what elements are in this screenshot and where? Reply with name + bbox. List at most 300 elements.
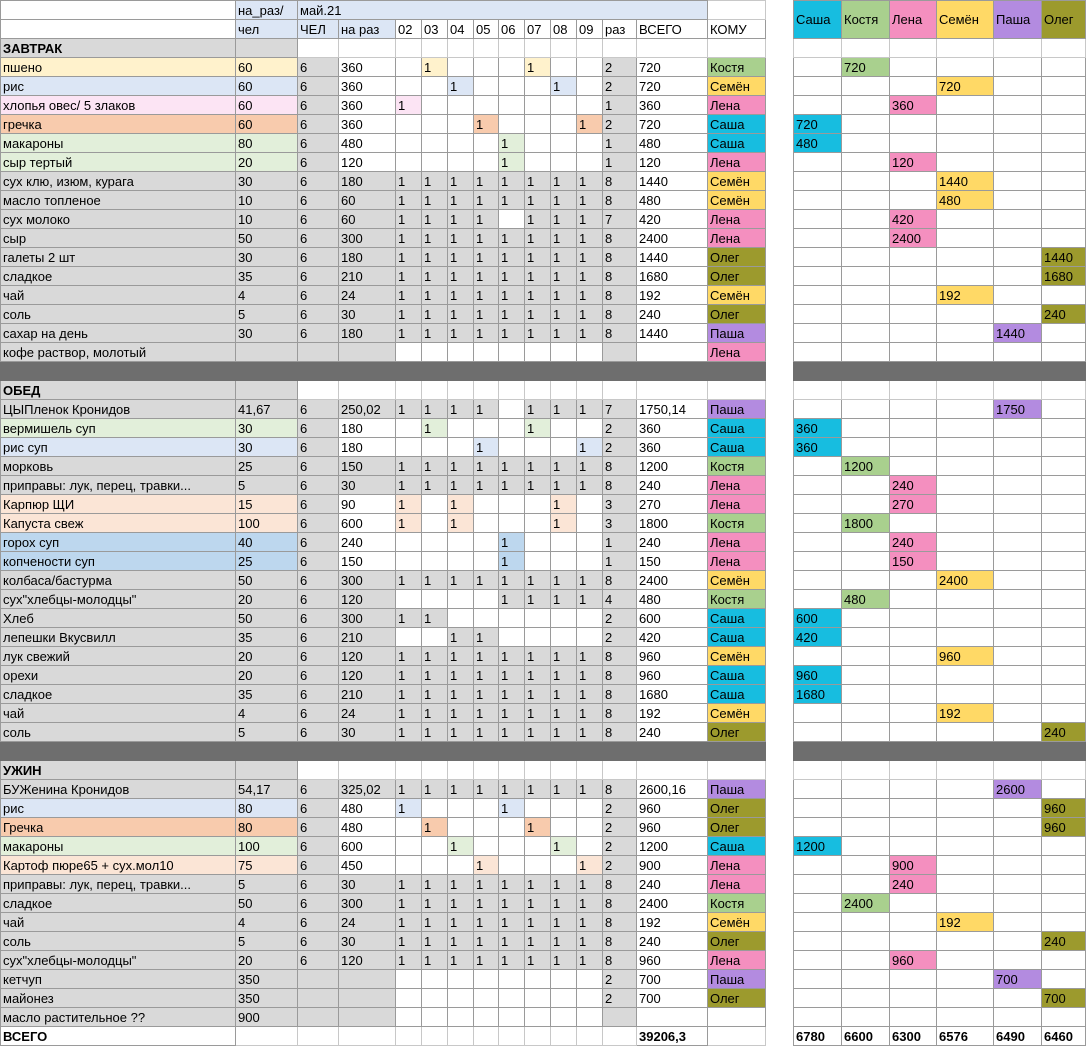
day-cell[interactable] xyxy=(577,818,603,837)
na-raz-cell[interactable]: 120 xyxy=(339,647,396,666)
alloc-pasha[interactable] xyxy=(994,590,1042,609)
day-cell[interactable]: 1 xyxy=(577,457,603,476)
day-cell[interactable]: 1 xyxy=(577,438,603,457)
alloc-semyon[interactable] xyxy=(937,305,994,324)
alloc-pasha[interactable] xyxy=(994,628,1042,647)
day-cell[interactable]: 1 xyxy=(499,476,525,495)
alloc-pasha[interactable] xyxy=(994,609,1042,628)
na-raz-cell[interactable]: 180 xyxy=(339,419,396,438)
cell[interactable] xyxy=(422,39,448,58)
alloc-lena[interactable] xyxy=(890,77,937,96)
alloc-pasha[interactable] xyxy=(994,115,1042,134)
per-person-cell[interactable]: 75 xyxy=(236,856,298,875)
day-cell[interactable]: 1 xyxy=(577,913,603,932)
komu-cell[interactable]: Саша xyxy=(708,134,766,153)
alloc-pasha[interactable] xyxy=(994,1008,1042,1027)
alloc-kostya[interactable] xyxy=(842,343,890,362)
chel-cell[interactable]: 6 xyxy=(298,913,339,932)
item-name[interactable]: Гречка xyxy=(1,818,236,837)
komu-cell[interactable]: Олег xyxy=(708,932,766,951)
header-day[interactable]: 07 xyxy=(525,20,551,39)
total-cell[interactable]: 120 xyxy=(637,153,708,172)
per-person-cell[interactable]: 35 xyxy=(236,685,298,704)
alloc-semyon[interactable]: 960 xyxy=(937,647,994,666)
alloc-semyon[interactable] xyxy=(937,590,994,609)
day-cell[interactable]: 1 xyxy=(422,780,448,799)
alloc-semyon[interactable] xyxy=(937,951,994,970)
alloc-lena[interactable] xyxy=(890,989,937,1008)
day-cell[interactable]: 1 xyxy=(525,647,551,666)
day-cell[interactable]: 1 xyxy=(448,172,474,191)
section-title[interactable]: УЖИН xyxy=(1,761,236,780)
header-cell-komu-top[interactable] xyxy=(708,1,766,20)
alloc-oleg[interactable] xyxy=(1042,229,1086,248)
cell[interactable] xyxy=(474,381,499,400)
alloc-kostya[interactable] xyxy=(842,324,890,343)
alloc-lena[interactable] xyxy=(890,115,937,134)
alloc-pasha[interactable] xyxy=(994,799,1042,818)
item-name[interactable]: приправы: лук, перец, травки... xyxy=(1,476,236,495)
alloc-pasha[interactable] xyxy=(994,210,1042,229)
alloc-oleg[interactable] xyxy=(1042,875,1086,894)
day-cell[interactable] xyxy=(525,343,551,362)
alloc-lena[interactable] xyxy=(890,191,937,210)
day-cell[interactable]: 1 xyxy=(474,628,499,647)
chel-cell[interactable] xyxy=(298,1008,339,1027)
chel-cell[interactable]: 6 xyxy=(298,495,339,514)
day-cell[interactable] xyxy=(474,837,499,856)
header-day[interactable]: 03 xyxy=(422,20,448,39)
komu-cell[interactable]: Олег xyxy=(708,305,766,324)
day-cell[interactable] xyxy=(577,533,603,552)
header-day[interactable]: 06 xyxy=(499,20,525,39)
day-cell[interactable] xyxy=(474,153,499,172)
alloc-kostya[interactable] xyxy=(842,77,890,96)
alloc-kostya[interactable] xyxy=(842,704,890,723)
alloc-oleg[interactable] xyxy=(1042,856,1086,875)
alloc-lena[interactable] xyxy=(890,837,937,856)
alloc-semyon[interactable] xyxy=(937,153,994,172)
cell[interactable] xyxy=(422,761,448,780)
per-person-cell[interactable]: 80 xyxy=(236,799,298,818)
alloc-sasha[interactable] xyxy=(794,856,842,875)
alloc-semyon[interactable] xyxy=(937,514,994,533)
alloc-semyon[interactable] xyxy=(937,818,994,837)
chel-cell[interactable]: 6 xyxy=(298,58,339,77)
raz-cell[interactable]: 2 xyxy=(603,970,637,989)
cell[interactable] xyxy=(339,39,396,58)
alloc-sasha[interactable] xyxy=(794,343,842,362)
day-cell[interactable] xyxy=(577,552,603,571)
alloc-sasha[interactable] xyxy=(794,552,842,571)
cell[interactable] xyxy=(396,381,422,400)
header-na-raz[interactable]: на раз xyxy=(339,20,396,39)
per-person-cell[interactable]: 50 xyxy=(236,894,298,913)
day-cell[interactable]: 1 xyxy=(448,723,474,742)
raz-cell[interactable]: 2 xyxy=(603,419,637,438)
day-cell[interactable] xyxy=(422,837,448,856)
alloc-pasha[interactable]: 2600 xyxy=(994,780,1042,799)
day-cell[interactable] xyxy=(422,970,448,989)
day-cell[interactable] xyxy=(396,590,422,609)
per-person-cell[interactable]: 80 xyxy=(236,134,298,153)
chel-cell[interactable]: 6 xyxy=(298,932,339,951)
alloc-pasha[interactable] xyxy=(994,951,1042,970)
per-person-cell[interactable]: 50 xyxy=(236,609,298,628)
alloc-kostya[interactable] xyxy=(842,400,890,419)
alloc-sasha[interactable]: 720 xyxy=(794,115,842,134)
cell[interactable] xyxy=(474,761,499,780)
total-cell[interactable]: 1680 xyxy=(637,685,708,704)
alloc-sasha[interactable] xyxy=(794,875,842,894)
day-cell[interactable]: 1 xyxy=(448,875,474,894)
komu-cell[interactable]: Саша xyxy=(708,666,766,685)
total-cell[interactable] xyxy=(637,343,708,362)
alloc-semyon[interactable] xyxy=(937,932,994,951)
day-cell[interactable]: 1 xyxy=(577,571,603,590)
total-cell[interactable]: 240 xyxy=(637,476,708,495)
alloc-oleg[interactable] xyxy=(1042,476,1086,495)
day-cell[interactable] xyxy=(448,1008,474,1027)
alloc-kostya[interactable] xyxy=(842,837,890,856)
day-cell[interactable] xyxy=(422,77,448,96)
day-cell[interactable]: 1 xyxy=(551,305,577,324)
alloc-cell[interactable] xyxy=(890,381,937,400)
komu-cell[interactable]: Олег xyxy=(708,799,766,818)
na-raz-cell[interactable]: 24 xyxy=(339,913,396,932)
komu-cell[interactable]: Саша xyxy=(708,609,766,628)
na-raz-cell[interactable]: 360 xyxy=(339,96,396,115)
alloc-kostya[interactable] xyxy=(842,647,890,666)
raz-cell[interactable]: 2 xyxy=(603,989,637,1008)
day-cell[interactable]: 1 xyxy=(577,210,603,229)
day-cell[interactable]: 1 xyxy=(525,571,551,590)
day-cell[interactable]: 1 xyxy=(448,476,474,495)
alloc-semyon[interactable] xyxy=(937,267,994,286)
alloc-kostya[interactable] xyxy=(842,286,890,305)
alloc-oleg[interactable] xyxy=(1042,704,1086,723)
per-person-cell[interactable]: 5 xyxy=(236,723,298,742)
day-cell[interactable]: 1 xyxy=(499,191,525,210)
na-raz-cell[interactable]: 24 xyxy=(339,286,396,305)
alloc-oleg[interactable] xyxy=(1042,571,1086,590)
alloc-sasha[interactable] xyxy=(794,77,842,96)
chel-cell[interactable]: 6 xyxy=(298,267,339,286)
day-cell[interactable]: 1 xyxy=(474,856,499,875)
chel-cell[interactable]: 6 xyxy=(298,324,339,343)
day-cell[interactable] xyxy=(396,552,422,571)
item-name[interactable]: гречка xyxy=(1,115,236,134)
cell[interactable] xyxy=(551,1027,577,1046)
komu-cell[interactable]: Олег xyxy=(708,723,766,742)
day-cell[interactable]: 1 xyxy=(525,58,551,77)
day-cell[interactable]: 1 xyxy=(499,723,525,742)
day-cell[interactable]: 1 xyxy=(525,400,551,419)
day-cell[interactable] xyxy=(551,153,577,172)
day-cell[interactable]: 1 xyxy=(499,153,525,172)
day-cell[interactable] xyxy=(396,970,422,989)
alloc-lena[interactable] xyxy=(890,438,937,457)
item-name[interactable]: соль xyxy=(1,305,236,324)
day-cell[interactable]: 1 xyxy=(499,248,525,267)
alloc-cell[interactable] xyxy=(994,39,1042,58)
day-cell[interactable] xyxy=(448,419,474,438)
day-cell[interactable]: 1 xyxy=(577,932,603,951)
alloc-lena[interactable] xyxy=(890,723,937,742)
raz-cell[interactable]: 8 xyxy=(603,457,637,476)
day-cell[interactable]: 1 xyxy=(499,894,525,913)
alloc-pasha[interactable] xyxy=(994,913,1042,932)
cell[interactable] xyxy=(525,1027,551,1046)
day-cell[interactable] xyxy=(396,856,422,875)
alloc-lena[interactable] xyxy=(890,894,937,913)
day-cell[interactable]: 1 xyxy=(448,229,474,248)
alloc-sasha[interactable] xyxy=(794,932,842,951)
cell[interactable] xyxy=(603,761,637,780)
alloc-lena[interactable] xyxy=(890,609,937,628)
day-cell[interactable]: 1 xyxy=(474,210,499,229)
day-cell[interactable]: 1 xyxy=(499,305,525,324)
day-cell[interactable]: 1 xyxy=(525,229,551,248)
alloc-semyon[interactable] xyxy=(937,609,994,628)
alloc-lena[interactable] xyxy=(890,248,937,267)
day-cell[interactable] xyxy=(474,58,499,77)
per-person-cell[interactable]: 20 xyxy=(236,153,298,172)
alloc-oleg[interactable]: 240 xyxy=(1042,305,1086,324)
per-person-cell[interactable]: 4 xyxy=(236,913,298,932)
total-cell[interactable]: 700 xyxy=(637,970,708,989)
alloc-lena[interactable] xyxy=(890,666,937,685)
alloc-cell[interactable] xyxy=(794,761,842,780)
day-cell[interactable]: 1 xyxy=(448,647,474,666)
komu-cell[interactable] xyxy=(708,1008,766,1027)
day-cell[interactable]: 1 xyxy=(422,704,448,723)
komu-cell[interactable]: Лена xyxy=(708,533,766,552)
item-name[interactable]: морковь xyxy=(1,457,236,476)
day-cell[interactable]: 1 xyxy=(577,324,603,343)
total-cell[interactable]: 720 xyxy=(637,58,708,77)
day-cell[interactable]: 1 xyxy=(499,457,525,476)
day-cell[interactable]: 1 xyxy=(551,457,577,476)
chel-cell[interactable]: 6 xyxy=(298,305,339,324)
alloc-lena[interactable] xyxy=(890,913,937,932)
alloc-kostya[interactable] xyxy=(842,305,890,324)
day-cell[interactable] xyxy=(474,495,499,514)
day-cell[interactable]: 1 xyxy=(448,571,474,590)
item-name[interactable]: кофе раствор, молотый xyxy=(1,343,236,362)
alloc-kostya[interactable] xyxy=(842,552,890,571)
day-cell[interactable] xyxy=(499,58,525,77)
raz-cell[interactable]: 8 xyxy=(603,172,637,191)
alloc-kostya[interactable] xyxy=(842,533,890,552)
na-raz-cell[interactable]: 360 xyxy=(339,115,396,134)
day-cell[interactable]: 1 xyxy=(525,324,551,343)
day-cell[interactable]: 1 xyxy=(474,894,499,913)
total-cell[interactable]: 240 xyxy=(637,932,708,951)
day-cell[interactable] xyxy=(422,343,448,362)
na-raz-cell[interactable]: 60 xyxy=(339,191,396,210)
na-raz-cell[interactable]: 120 xyxy=(339,590,396,609)
alloc-lena[interactable]: 270 xyxy=(890,495,937,514)
per-person-cell[interactable]: 41,67 xyxy=(236,400,298,419)
chel-cell[interactable]: 6 xyxy=(298,533,339,552)
day-cell[interactable]: 1 xyxy=(551,704,577,723)
header-cell-a1[interactable] xyxy=(1,1,236,20)
alloc-oleg[interactable] xyxy=(1042,1008,1086,1027)
day-cell[interactable]: 1 xyxy=(396,913,422,932)
raz-cell[interactable]: 8 xyxy=(603,723,637,742)
na-raz-cell[interactable]: 480 xyxy=(339,799,396,818)
day-cell[interactable] xyxy=(525,153,551,172)
day-cell[interactable] xyxy=(474,970,499,989)
day-cell[interactable]: 1 xyxy=(499,875,525,894)
alloc-pasha[interactable] xyxy=(994,685,1042,704)
header-komu[interactable]: КОМУ xyxy=(708,20,766,39)
day-cell[interactable] xyxy=(525,533,551,552)
na-raz-cell[interactable]: 210 xyxy=(339,628,396,647)
day-cell[interactable] xyxy=(499,77,525,96)
komu-cell[interactable]: Саша xyxy=(708,685,766,704)
day-cell[interactable] xyxy=(525,77,551,96)
day-cell[interactable]: 1 xyxy=(474,666,499,685)
per-person-cell[interactable]: 50 xyxy=(236,229,298,248)
alloc-lena[interactable] xyxy=(890,780,937,799)
alloc-kostya[interactable]: 2400 xyxy=(842,894,890,913)
na-raz-cell[interactable]: 90 xyxy=(339,495,396,514)
komu-cell[interactable]: Лена xyxy=(708,875,766,894)
alloc-kostya[interactable]: 1800 xyxy=(842,514,890,533)
alloc-lena[interactable] xyxy=(890,58,937,77)
komu-cell[interactable]: Лена xyxy=(708,476,766,495)
alloc-semyon[interactable] xyxy=(937,58,994,77)
alloc-oleg[interactable]: 960 xyxy=(1042,818,1086,837)
day-cell[interactable] xyxy=(525,856,551,875)
day-cell[interactable]: 1 xyxy=(551,248,577,267)
item-name[interactable]: рис xyxy=(1,77,236,96)
day-cell[interactable] xyxy=(577,609,603,628)
day-cell[interactable]: 1 xyxy=(396,894,422,913)
cell[interactable] xyxy=(551,761,577,780)
day-cell[interactable] xyxy=(525,799,551,818)
day-cell[interactable] xyxy=(551,628,577,647)
item-name[interactable]: рис суп xyxy=(1,438,236,457)
day-cell[interactable]: 1 xyxy=(474,438,499,457)
alloc-sasha[interactable] xyxy=(794,495,842,514)
total-cell[interactable]: 360 xyxy=(637,419,708,438)
per-person-cell[interactable]: 35 xyxy=(236,267,298,286)
alloc-kostya[interactable] xyxy=(842,172,890,191)
alloc-pasha[interactable] xyxy=(994,286,1042,305)
day-cell[interactable]: 1 xyxy=(474,571,499,590)
alloc-pasha[interactable] xyxy=(994,153,1042,172)
day-cell[interactable] xyxy=(551,989,577,1008)
raz-cell[interactable]: 8 xyxy=(603,267,637,286)
alloc-lena[interactable]: 150 xyxy=(890,552,937,571)
alloc-lena[interactable] xyxy=(890,400,937,419)
alloc-pasha[interactable] xyxy=(994,343,1042,362)
total-cell[interactable]: 360 xyxy=(637,96,708,115)
day-cell[interactable]: 1 xyxy=(422,400,448,419)
na-raz-cell[interactable] xyxy=(339,970,396,989)
per-person-cell[interactable]: 20 xyxy=(236,590,298,609)
day-cell[interactable] xyxy=(474,609,499,628)
total-cell[interactable]: 2600,16 xyxy=(637,780,708,799)
chel-cell[interactable]: 6 xyxy=(298,837,339,856)
day-cell[interactable]: 1 xyxy=(499,799,525,818)
alloc-lena[interactable] xyxy=(890,647,937,666)
item-name[interactable]: соль xyxy=(1,932,236,951)
item-name[interactable]: сладкое xyxy=(1,685,236,704)
alloc-sasha[interactable] xyxy=(794,172,842,191)
alloc-kostya[interactable] xyxy=(842,875,890,894)
chel-cell[interactable]: 6 xyxy=(298,96,339,115)
komu-cell[interactable]: Семён xyxy=(708,191,766,210)
day-cell[interactable]: 1 xyxy=(448,210,474,229)
chel-cell[interactable]: 6 xyxy=(298,780,339,799)
day-cell[interactable]: 1 xyxy=(396,191,422,210)
na-raz-cell[interactable]: 450 xyxy=(339,856,396,875)
komu-cell[interactable]: Олег xyxy=(708,248,766,267)
alloc-lena[interactable]: 420 xyxy=(890,210,937,229)
cell[interactable] xyxy=(396,761,422,780)
raz-cell[interactable]: 2 xyxy=(603,628,637,647)
header-day[interactable]: 08 xyxy=(551,20,577,39)
alloc-sasha[interactable] xyxy=(794,1008,842,1027)
day-cell[interactable]: 1 xyxy=(551,286,577,305)
per-person-cell[interactable]: 350 xyxy=(236,989,298,1008)
alloc-pasha[interactable] xyxy=(994,875,1042,894)
alloc-sasha[interactable] xyxy=(794,267,842,286)
alloc-lena[interactable] xyxy=(890,1008,937,1027)
raz-cell[interactable]: 8 xyxy=(603,324,637,343)
day-cell[interactable]: 1 xyxy=(525,818,551,837)
alloc-semyon[interactable] xyxy=(937,115,994,134)
day-cell[interactable]: 1 xyxy=(551,932,577,951)
day-cell[interactable]: 1 xyxy=(474,229,499,248)
day-cell[interactable]: 1 xyxy=(396,400,422,419)
alloc-sasha[interactable] xyxy=(794,286,842,305)
raz-cell[interactable]: 1 xyxy=(603,153,637,172)
raz-cell[interactable]: 2 xyxy=(603,77,637,96)
cell[interactable] xyxy=(298,381,339,400)
day-cell[interactable]: 1 xyxy=(396,647,422,666)
alloc-sasha[interactable] xyxy=(794,476,842,495)
chel-cell[interactable]: 6 xyxy=(298,818,339,837)
komu-cell[interactable]: Олег xyxy=(708,818,766,837)
na-raz-cell[interactable]: 210 xyxy=(339,267,396,286)
alloc-kostya[interactable] xyxy=(842,856,890,875)
day-cell[interactable]: 1 xyxy=(448,628,474,647)
item-name[interactable]: соль xyxy=(1,723,236,742)
alloc-sasha[interactable]: 480 xyxy=(794,134,842,153)
day-cell[interactable] xyxy=(448,989,474,1008)
alloc-semyon[interactable] xyxy=(937,476,994,495)
day-cell[interactable]: 1 xyxy=(499,647,525,666)
day-cell[interactable] xyxy=(551,533,577,552)
cell[interactable] xyxy=(298,39,339,58)
raz-cell[interactable]: 7 xyxy=(603,400,637,419)
day-cell[interactable] xyxy=(577,495,603,514)
komu-cell[interactable]: Паша xyxy=(708,400,766,419)
day-cell[interactable] xyxy=(422,438,448,457)
alloc-oleg[interactable]: 1680 xyxy=(1042,267,1086,286)
na-raz-cell[interactable]: 600 xyxy=(339,837,396,856)
day-cell[interactable]: 1 xyxy=(525,286,551,305)
day-cell[interactable]: 1 xyxy=(396,248,422,267)
raz-cell[interactable]: 2 xyxy=(603,799,637,818)
per-person-cell[interactable]: 60 xyxy=(236,96,298,115)
alloc-lena[interactable]: 900 xyxy=(890,856,937,875)
